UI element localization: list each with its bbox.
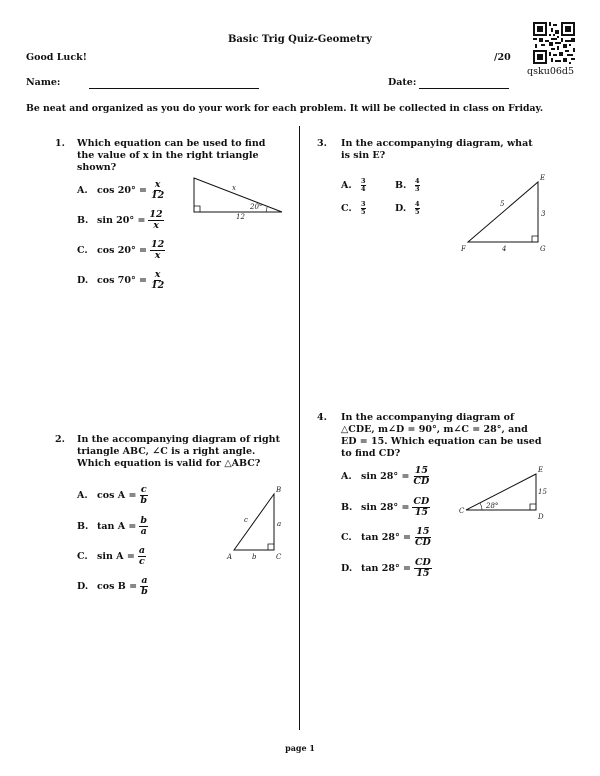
option-fraction: $\frac{x}{12}$ — [151, 269, 165, 291]
option-fraction: $\frac{CD}{15}$ — [413, 496, 430, 518]
q1-option-d[interactable] — [77, 270, 165, 291]
option-fraction: $\frac{x}{12}$ — [151, 179, 165, 201]
q4-leg-label: 15 — [538, 488, 547, 496]
q1-hyp-label: x — [232, 184, 236, 192]
option-letter: B. — [341, 502, 353, 513]
option-fn: sin 28° = — [361, 471, 410, 482]
q1-option-c[interactable] — [77, 240, 165, 261]
q2-option-d[interactable] — [77, 576, 149, 597]
option-fn: cos A = — [97, 490, 137, 501]
q2-side-c: c — [244, 516, 248, 524]
q2-triangle-diagram — [224, 484, 288, 562]
q1-option-b[interactable] — [77, 210, 164, 231]
column-divider — [299, 126, 300, 730]
q4-triangle-diagram — [458, 462, 558, 522]
option-letter: B. — [395, 180, 407, 191]
q4-option-a[interactable] — [341, 466, 430, 487]
q3-text: In the accompanying diagram, what is sin E? — [341, 138, 533, 161]
q2-side-b: b — [252, 553, 257, 561]
page-title: Basic Trig Quiz-Geometry — [227, 34, 372, 45]
option-fraction: $\frac{a}{b}$ — [141, 575, 148, 597]
q1-option-a[interactable] — [77, 180, 165, 201]
q2-vertex-b: B — [276, 486, 282, 494]
option-fraction: $\frac{CD}{15}$ — [415, 557, 431, 579]
option-fraction: $\frac{12}{x}$ — [151, 239, 165, 261]
option-letter: A. — [77, 490, 88, 501]
option-letter: D. — [341, 563, 353, 574]
q4-text: In the accompanying diagram of △CDE, m∠D = 90°, m∠C = 28°, and ED = 15. Which equation can be used to find CD? — [341, 412, 542, 459]
q4-number: 4. — [317, 412, 327, 423]
name-field[interactable] — [89, 88, 259, 89]
option-letter: D. — [77, 581, 89, 592]
q2-option-a[interactable] — [77, 485, 148, 506]
option-letter: A. — [341, 471, 352, 482]
good-luck-text: Good Luck! — [26, 52, 87, 63]
option-fraction: $\frac{c}{b}$ — [140, 484, 148, 506]
q1-angle-label: 20° — [250, 203, 263, 211]
q3-vertex-e: E — [540, 174, 546, 182]
q3-hyp-label: 5 — [500, 200, 505, 208]
q3-option-d[interactable] — [395, 201, 420, 216]
option-letter: B. — [77, 215, 89, 226]
option-letter: C. — [341, 532, 352, 543]
quiz-code: qsku06d5 — [527, 66, 575, 77]
q2-option-b[interactable] — [77, 516, 148, 537]
option-fn: sin 28° = — [361, 502, 410, 513]
qr-code — [533, 22, 575, 64]
q4-vertex-c: C — [459, 507, 465, 515]
q4-option-d[interactable] — [341, 558, 432, 579]
option-fn: sin 20° = — [97, 215, 146, 226]
name-label: Name: — [26, 77, 61, 88]
instructions: Be neat and organized as you do your work for each problem. It will be collected in class on Friday. — [26, 103, 544, 114]
q3-leg-label: 3 — [541, 210, 546, 218]
page-number: page 1 — [285, 743, 315, 753]
option-fn: tan 28° = — [361, 563, 411, 574]
option-fraction: $\frac{15}{CD}$ — [415, 526, 431, 548]
score-total: /20 — [494, 52, 511, 63]
option-fn: cos 70° = — [97, 275, 148, 286]
q2-number: 2. — [55, 434, 65, 445]
option-fn: cos B = — [97, 581, 138, 592]
option-letter: C. — [77, 245, 88, 256]
option-fn: sin A = — [97, 551, 135, 562]
option-fraction: 4 3 — [415, 177, 420, 193]
q4-vertex-d: D — [538, 513, 544, 521]
q3-option-c[interactable] — [341, 201, 366, 216]
date-label: Date: — [388, 77, 417, 88]
q2-vertex-c: C — [276, 553, 282, 561]
option-fn: cos 20° = — [97, 245, 148, 256]
q4-angle-label: 28° — [486, 502, 499, 510]
q3-triangle-diagram — [460, 172, 555, 254]
option-letter: D. — [77, 275, 89, 286]
option-letter: A. — [341, 180, 352, 191]
q1-text: Which equation can be used to find the value of x in the right triangle shown? — [77, 138, 266, 173]
q2-side-a: a — [277, 520, 282, 528]
q3-vertex-g: G — [540, 245, 546, 253]
q2-option-c[interactable] — [77, 546, 146, 567]
q3-number: 3. — [317, 138, 327, 149]
date-field[interactable] — [419, 88, 509, 89]
option-letter: D. — [395, 203, 407, 214]
q1-number: 1. — [55, 138, 65, 149]
option-fraction: 4 5 — [415, 200, 420, 216]
q1-base-label: 12 — [236, 213, 245, 220]
q4-option-c[interactable] — [341, 527, 432, 548]
q3-option-b[interactable] — [395, 178, 420, 193]
q2-text: In the accompanying diagram of right triangle ABC, ∠C is a right angle. Which equation is valid for △ABC? — [77, 434, 280, 469]
option-fn: tan 28° = — [361, 532, 411, 543]
option-letter: B. — [77, 521, 89, 532]
option-fn: tan A = — [97, 521, 137, 532]
option-letter: C. — [341, 203, 352, 214]
option-fraction: $\frac{15}{CD}$ — [413, 465, 430, 487]
option-fraction: $\frac{a}{c}$ — [138, 545, 145, 567]
option-fraction: 3 5 — [361, 200, 366, 216]
option-fn: cos 20° = — [97, 185, 148, 196]
q4-option-b[interactable] — [341, 497, 430, 518]
q3-vertex-f: F — [461, 245, 466, 253]
option-letter: A. — [77, 185, 88, 196]
option-fraction: $\frac{b}{a}$ — [140, 515, 148, 537]
q3-base-label: 4 — [502, 245, 507, 253]
q4-vertex-e: E — [538, 466, 544, 474]
option-letter: C. — [77, 551, 88, 562]
q1-triangle-diagram — [188, 172, 288, 220]
option-fraction: $\frac{12}{x}$ — [149, 209, 163, 231]
q3-option-a[interactable] — [341, 178, 366, 193]
q2-vertex-a: A — [227, 553, 233, 561]
option-fraction: 3 4 — [361, 177, 366, 193]
